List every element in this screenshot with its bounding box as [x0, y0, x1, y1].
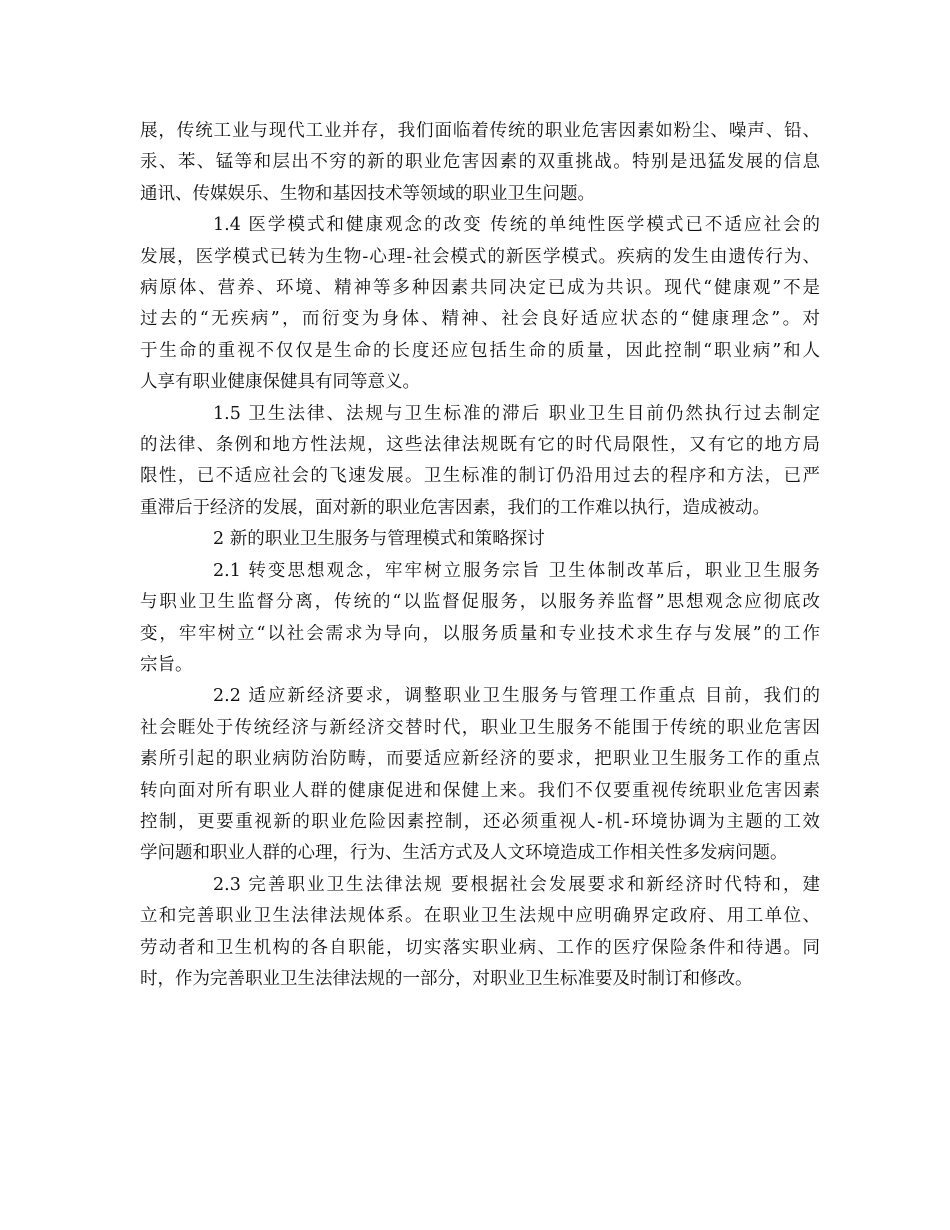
- section-heading-2-3: 2.3 完善职业卫生法律法规 要根据社会发展要求和新经济时代特和，建: [213, 874, 820, 895]
- paragraph-1: [140, 116, 820, 210]
- text-line: 于生命的重视不仅仅是生命的长度还应包括生命的质量，因此控制“职业病”和人: [140, 340, 820, 361]
- section-heading-1-5: 1.5 卫生法律、法规与卫生标准的滞后 职业卫生目前仍然执行过去制定: [213, 403, 820, 424]
- text-line: 立和完善职业卫生法律法规体系。在职业卫生法规中应明确界定政府、用工单位、: [140, 906, 820, 927]
- text-line: 学问题和职业人群的心理，行为、生活方式及人文环境造成工作相关性多发病问题。: [140, 843, 788, 864]
- section-heading-2-1: 2.1 转变思想观念，牢牢树立服务宗旨 卫生体制改革后，职业卫生服务: [213, 560, 820, 581]
- text-line: 社会睚处于传统经济与新经济交替时代，职业卫生服务不能围于传统的职业危害因: [140, 717, 820, 738]
- document-body: [140, 116, 820, 995]
- paragraph-1-5: [140, 399, 820, 525]
- text-line: 时，作为完善职业卫生法律法规的一部分，对职业卫生标准要及时制订和修改。: [140, 968, 753, 989]
- text-line: 发展，医学模式已转为生物-心理-社会模式的新医学模式。疾病的发生由遗传行为、: [140, 246, 820, 267]
- text-line: 的法律、条例和地方性法规，这些法律法规既有它的时代局限性，又有它的地方局: [140, 435, 820, 456]
- paragraph-1-4: [140, 210, 820, 398]
- text-line: 展，传统工业与现代工业并存，我们面临着传统的职业危害因素如粉尘、噪声、铅、: [140, 121, 820, 141]
- text-line: 控制，更要重视新的职业危险因素控制，还必须重视人-机-环境协调为主题的工效: [140, 811, 820, 832]
- text-line: 限性，已不适应社会的飞速发展。卫生标准的制订仍沿用过去的程序和方法，已严: [140, 466, 820, 487]
- section-heading-2: [140, 524, 820, 555]
- text-line: 转向面对所有职业人群的健康促进和保健上来。我们不仅要重视传统职业危害因素: [140, 780, 820, 801]
- section-heading-1-4: 1.4 医学模式和健康观念的改变 传统的单纯性医学模式已不适应社会的: [213, 215, 820, 236]
- text-line: 重滞后于经济的发展，面对新的职业危害因素，我们的工作难以执行，造成被动。: [140, 497, 770, 518]
- paragraph-2-2: [140, 681, 820, 869]
- text-line: 汞、苯、锰等和层出不穷的新的职业危害因素的双重挑战。特别是迅猛发展的信息: [140, 152, 820, 173]
- text-line: 过去的“无疾病”，而衍变为身体、精神、社会良好适应状态的“健康理念”。对: [140, 309, 820, 330]
- paragraph-2-3: [140, 870, 820, 996]
- text-line: 宗旨。: [140, 654, 193, 675]
- text-line: 病原体、营养、环境、精神等多种因素共同决定已成为共识。现代“健康观”不是: [140, 278, 820, 299]
- text-line: 素所引起的职业病防治防畴，而要适应新经济的要求，把职业卫生服务工作的重点: [140, 749, 820, 770]
- section-title-2: 2 新的职业卫生服务与管理模式和策略探讨: [213, 529, 545, 550]
- text-line: 人享有职业健康保健具有同等意义。: [140, 372, 420, 393]
- text-line: 变，牢牢树立“以社会需求为导向，以服务质量和专业技术求生存与发展”的工作: [140, 623, 820, 644]
- paragraph-2-1: [140, 556, 820, 682]
- text-line: 与职业卫生监督分离，传统的“以监督促服务，以服务养监督”思想观念应彻底改: [140, 592, 820, 613]
- text-line: 劳动者和卫生机构的各自职能，切实落实职业病、工作的医疗保险条件和待遇。同: [140, 937, 820, 958]
- section-heading-2-2: 2.2 适应新经济要求，调整职业卫生服务与管理工作重点 目前，我们的: [213, 686, 820, 707]
- text-line: 通讯、传媒娱乐、生物和基因技术等领域的职业卫生问题。: [140, 183, 595, 204]
